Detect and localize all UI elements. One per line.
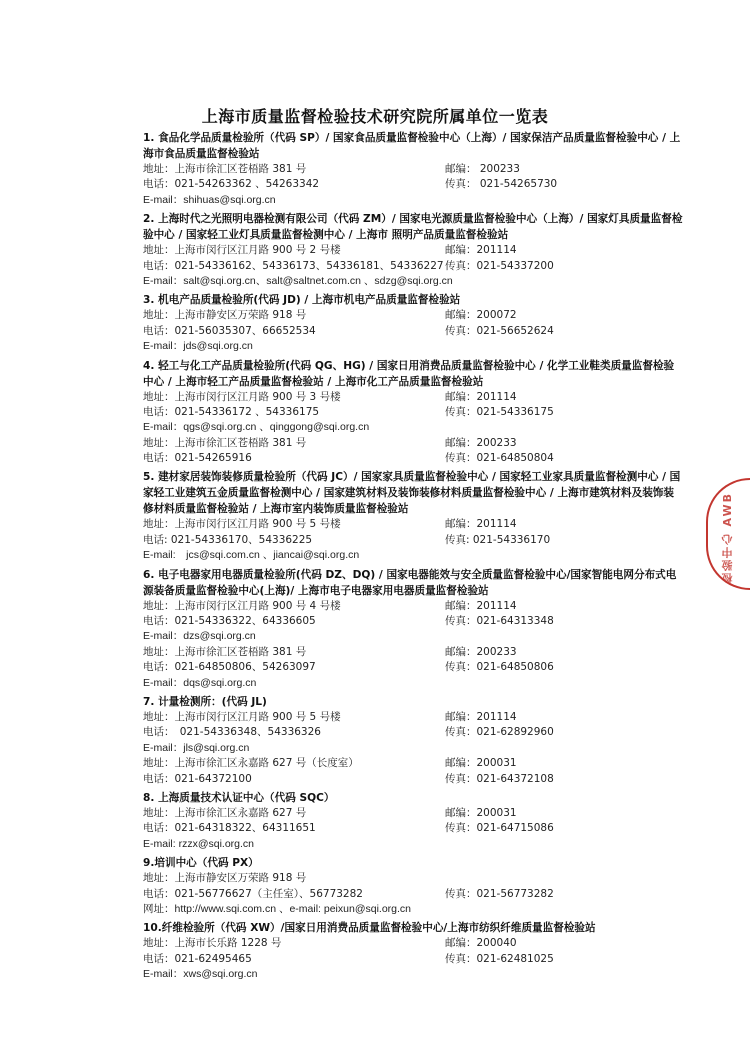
contact-right-text: 邮编：201114 bbox=[445, 599, 517, 612]
contact-row bbox=[143, 806, 683, 821]
unit-section bbox=[143, 292, 683, 354]
contact-left-text[interactable]: E-mail：dqs@sqi.org.cn bbox=[143, 676, 257, 689]
contact-row bbox=[143, 259, 683, 274]
contact-left-text: 电话：021-56776627（主任室）、56773282 bbox=[143, 887, 363, 900]
unit-title: 6. 电子电器家用电器质量检验所(代码 DZ、DQ) / 国家电器能效与安全质量监督检验中心/国家智能电网分布式电源装备质量监督检验中心(上海)/ 上海市电子电器家用电器质量监督检验站 bbox=[143, 568, 677, 597]
contact-right-text: 邮编：200072 bbox=[445, 309, 517, 322]
contact-left-text: 电话：021-54336172 、54336175 bbox=[143, 405, 320, 418]
contact-row bbox=[143, 324, 683, 339]
contact-left-text: 电话：021-54336162、54336173、54336181、54336227 bbox=[143, 259, 444, 272]
contact-row bbox=[143, 660, 683, 675]
contact-row bbox=[143, 821, 683, 836]
unit-section bbox=[143, 855, 683, 917]
contact-right-text: 传真：021-64313348 bbox=[445, 615, 554, 628]
contact-row bbox=[143, 725, 683, 740]
contact-left-text: 地址：上海市徐汇区永嘉路 627 号 bbox=[143, 806, 307, 819]
contact-right-text: 邮编：201114 bbox=[445, 390, 517, 403]
contact-right-text: 传真: 021-54336170 bbox=[445, 533, 551, 546]
contact-row bbox=[143, 756, 683, 771]
page-title: 上海市质量监督检验技术研究院所属单位一览表 bbox=[201, 107, 549, 126]
email-row bbox=[143, 339, 683, 354]
unit-title: 3. 机电产品质量检验所(代码 JD) / 上海市机电产品质量监督检验站 bbox=[143, 294, 461, 307]
contact-right-text: 传真：021-56773282 bbox=[445, 887, 554, 900]
contact-row bbox=[143, 599, 683, 614]
unit-title: 9.培训中心（代码 PX） bbox=[143, 857, 259, 870]
contact-right-text: 传真：021-64850804 bbox=[445, 452, 554, 465]
contact-row bbox=[143, 952, 683, 967]
contact-left-text: 电话：021-64318322、64311651 bbox=[143, 822, 316, 835]
contact-left-text: 电话：021-54263362 、54263342 bbox=[143, 178, 320, 191]
contact-left-text: 地址：上海市徐汇区苍梧路 381 号 bbox=[143, 436, 307, 449]
contact-left-text: 地址：上海市徐汇区苍梧路 381 号 bbox=[143, 645, 307, 658]
unit-section bbox=[143, 920, 683, 982]
email-row bbox=[143, 274, 683, 289]
unit-title: 4. 轻工与化工产品质量检验所(代码 QG、HG) / 国家日用消费品质量监督检验中心 / 化学工业鞋类质量监督检验中心 / 上海市轻工产品质量监督检验站 / 上海市化工产品质量监督检验站 bbox=[143, 359, 675, 388]
unit-title: 2. 上海时代之光照明电器检测有限公司（代码 ZM）/ 国家电光源质量监督检验中心（上海）/ 国家灯具质量监督检验中心 / 国家轻工业灯具质量监督检测中心 / 上海市 照明产品质量监督检验站 bbox=[143, 213, 683, 242]
unit-title: 10.纤维检验所（代码 XW）/国家日用消费品质量监督检验中心/上海市纺织纤维质量监督检验站 bbox=[143, 922, 596, 935]
email-row bbox=[143, 420, 683, 435]
contact-left-text: 地址：上海市闵行区江月路 900 号 5 号楼 bbox=[143, 518, 341, 531]
contact-row bbox=[143, 533, 683, 548]
contact-row bbox=[143, 243, 683, 258]
contact-right-text: 传真：021-62481025 bbox=[445, 952, 554, 965]
contact-right-text: 传真：021-62892960 bbox=[445, 726, 554, 739]
contact-left-text: 电话：021-54336322、64336605 bbox=[143, 615, 316, 628]
contact-right-text: 传真：021-54337200 bbox=[445, 259, 554, 272]
email-row bbox=[143, 193, 683, 208]
contact-left-text: 电话：021-62495465 bbox=[143, 952, 252, 965]
contact-left-text[interactable]: E-mail: jcs@sqi.com.cn 、jiancai@sqi.org.cn bbox=[143, 549, 360, 562]
email-row bbox=[143, 548, 683, 563]
contact-row bbox=[143, 162, 683, 177]
contact-right-text: 邮编：200040 bbox=[445, 937, 517, 950]
unit-section bbox=[143, 469, 683, 563]
contact-row bbox=[143, 614, 683, 629]
contact-left-text: 地址：上海市静安区万荣路 918 号 bbox=[143, 309, 307, 322]
contact-left-text: 地址：上海市闵行区江月路 900 号 3 号楼 bbox=[143, 390, 341, 403]
red-seal-stamp bbox=[706, 478, 750, 590]
contact-row bbox=[143, 177, 683, 192]
contact-left-text: 地址：上海市徐汇区永嘉路 627 号（长度室） bbox=[143, 757, 359, 770]
contact-left-text: 电话：021-64372100 bbox=[143, 772, 252, 785]
contact-left-text: 电话：021-54265916 bbox=[143, 452, 252, 465]
contact-left-text: 地址：上海市长乐路 1228 号 bbox=[143, 937, 282, 950]
contact-left-text[interactable]: E-mail: rzzx@sqi.org.cn bbox=[143, 837, 255, 850]
unit-title: 1. 食品化学品质量检验所（代码 SP）/ 国家食品质量监督检验中心（上海）/ 国家保洁产品质量监督检验中心 / 上海市食品质量监督检验站 bbox=[143, 132, 681, 160]
email-row bbox=[143, 629, 683, 644]
contact-row bbox=[143, 436, 683, 451]
contact-right-text: 邮编：201114 bbox=[445, 244, 517, 257]
contact-right-text: 邮编：200031 bbox=[445, 757, 517, 770]
contact-row bbox=[143, 517, 683, 532]
email-row bbox=[143, 837, 683, 852]
unit-section bbox=[143, 790, 683, 852]
contact-left-text: 电话： 021-54336348、54336326 bbox=[143, 726, 321, 739]
contact-right-text: 邮编：200233 bbox=[445, 645, 517, 658]
contact-left-text[interactable]: E-mail：jds@sqi.org.cn bbox=[143, 340, 253, 353]
contact-right-text: 传真：021-64850806 bbox=[445, 661, 554, 674]
contact-left-text[interactable]: E-mail：xws@sqi.org.cn bbox=[143, 968, 258, 981]
unit-section bbox=[143, 358, 683, 467]
stamp-text: 检验中心 AWB bbox=[721, 492, 734, 585]
unit-section bbox=[143, 211, 683, 289]
contact-row bbox=[143, 871, 683, 886]
contact-row bbox=[143, 936, 683, 951]
contact-left-text[interactable]: E-mail：shihuas@sqi.org.cn bbox=[143, 193, 276, 206]
contact-right-text: 邮编：200031 bbox=[445, 806, 517, 819]
contact-right-text: 传真：021-56652624 bbox=[445, 324, 554, 337]
contact-right-text: 传真：021-54336175 bbox=[445, 405, 554, 418]
contact-row bbox=[143, 645, 683, 660]
contact-left-text: 地址：上海市闵行区江月路 900 号 2 号楼 bbox=[143, 244, 341, 257]
contact-right-text: 传真： 021-54265730 bbox=[445, 178, 558, 191]
unit-list bbox=[143, 130, 683, 985]
unit-title: 8. 上海质量技术认证中心（代码 SQC） bbox=[143, 791, 335, 804]
contact-row bbox=[143, 887, 683, 902]
unit-section bbox=[143, 694, 683, 787]
contact-row bbox=[143, 390, 683, 405]
unit-section bbox=[143, 130, 683, 208]
contact-left-text: 地址：上海市闵行区江月路 900 号 5 号楼 bbox=[143, 710, 341, 723]
contact-right-text: 传真：021-64372108 bbox=[445, 772, 554, 785]
contact-left-text[interactable]: E-mail：dzs@sqi.org.cn bbox=[143, 630, 256, 643]
contact-row bbox=[143, 308, 683, 323]
contact-left-text[interactable]: E-mail：qgs@sqi.org.cn 、qinggong@sqi.org.cn bbox=[143, 421, 370, 434]
contact-row bbox=[143, 710, 683, 725]
contact-left-text: 地址：上海市静安区万荣路 918 号 bbox=[143, 872, 307, 885]
contact-right-text: 邮编：201114 bbox=[445, 518, 517, 531]
unit-title: 7. 计量检测所：(代码 JL) bbox=[143, 695, 267, 708]
website-row bbox=[143, 902, 683, 917]
unit-section bbox=[143, 567, 683, 691]
contact-row bbox=[143, 405, 683, 420]
contact-left-text[interactable]: 网址：http://www.sqi.com.cn 、e-mail: peixun@sqi.org.cn bbox=[143, 902, 411, 915]
email-row bbox=[143, 967, 683, 982]
contact-row bbox=[143, 772, 683, 787]
contact-right-text: 邮编：200233 bbox=[445, 436, 517, 449]
contact-left-text: 地址：上海市徐汇区苍梧路 381 号 bbox=[143, 163, 307, 175]
email-row bbox=[143, 741, 683, 756]
contact-left-text: 电话：021-56035307、66652534 bbox=[143, 324, 316, 337]
contact-left-text: 地址：上海市闵行区江月路 900 号 4 号楼 bbox=[143, 599, 341, 612]
contact-left-text[interactable]: E-mail：jls@sqi.org.cn bbox=[143, 741, 250, 754]
contact-row bbox=[143, 451, 683, 466]
unit-title: 5. 建材家居装饰装修质量检验所（代码 JC）/ 国家家具质量监督检验中心 / 国家轻工业家具质量监督检测中心 / 国家轻工业建筑五金质量监督检测中心 / 国家建筑材料及装饰装修材料质量监督检验中心 / 上海市建筑材料及装饰装修材料质量监督检验站 / 上海市室内装饰质量监督检验站 bbox=[143, 471, 681, 516]
contact-left-text: 电话：021-64850806、54263097 bbox=[143, 661, 316, 674]
contact-right-text: 邮编：201114 bbox=[445, 710, 517, 723]
email-row bbox=[143, 676, 683, 691]
contact-left-text: 电话: 021-54336170、54336225 bbox=[143, 533, 313, 546]
contact-left-text[interactable]: E-mail：salt@sqi.org.cn、salt@saltnet.com.cn 、sdzg@sqi.org.cn bbox=[143, 274, 453, 287]
contact-right-text: 传真：021-64715086 bbox=[445, 822, 554, 835]
contact-right-text: 邮编： 200233 bbox=[445, 163, 520, 175]
